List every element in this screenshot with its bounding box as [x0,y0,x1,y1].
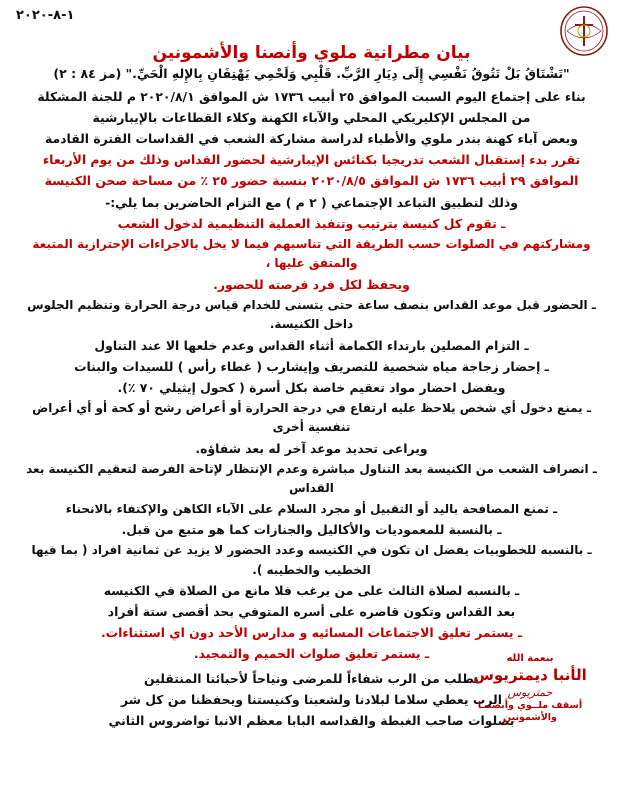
document-body [14,87,609,664]
body-line: ـ يمنع دخول أي شخص يلاحظ عليه ارتفاع في درجة الحرارة أو أعراض رشح أو كحة أو أي أعراض تنفسية أخرى [32,400,591,435]
closing-line: بصلوات صاحب الغبطة والقداسه البابا معظم الانبا تواضروس الثاني [108,712,515,728]
body-line: تقرر بدء إستقبال الشعب تدريجيا بكنائس الإيبارشية لحضور القداس وذلك من يوم الأربعاء [42,152,581,168]
body-line: ـ يستمر تعليق الاجتماعات المسائيه و مدارس الأحد دون اي استثناءات. [100,625,523,641]
body-line: ـ بالنسبه للخطوبيات يفضل ان تكون في الكنيسه وعدد الحضور لا يزيد عن ثمانية افراد ( بما فيها الخطيب والخطيبه ). [31,543,592,577]
page-title: بيان مطرانية ملوي وأنصنا والأشمونين [152,43,471,63]
signature-grace: بنعمة الله [506,653,554,665]
body-line: وذلك لتطبيق التباعد الإجتماعي ( ٢ م ) مع التزام الحاضرين بما يلي:- [105,194,518,210]
body-line: ـ تمنع المصافحة باليد أو التقبيل أو مجرد السلام على الآباء الكاهن والإكتفاء بالانحناء [65,501,558,516]
body-line: ويفضل احضار مواد تعقيم خاصة بكل أسرة ( كحول إيثيلي ٧٠ ٪). [117,379,506,395]
body-line: ـ التزام المصلين بارتداء الكمامة أثناء القداس وعدم خلعها الا عند التناول [94,337,529,353]
closing-line: نطلب من الرب شفاءاً للمرضى ونياحاً لأحبائنا المنتقلين [144,670,479,686]
body-line: من المجلس الإكليريكي المحلي والآباء الكهنة وكلاء القطاعات بالإيبارشية [92,110,531,126]
body-line: ـ بالنسبه لصلاة الثالث على من يرغب فلا مانع من الصلاة في الكنيسه [103,583,520,599]
body-line: ـ تقوم كل كنيسة بترتيب وتنفيذ العملية التنظيمية لدخول الشعب [117,215,506,231]
body-line: ـ بالنسبة للمعموديات والأكاليل والجنازات كما هو متبع من قبل. [121,522,502,538]
body-line: ـ الحضور قبل موعد القداس بنصف ساعة حتى يتسنى للخدام قياس درجة الحرارة وتنظيم الجلوس داخل الكنيسة. [27,297,596,332]
body-line: ـ يستمر تعليق صلوات الحميم والتمجيد. [193,646,430,662]
closing-line: الرب يعطي سلاما لبلادنا ولشعبنا وكنيستنا ويحفظنا من كل شر [121,691,502,707]
body-line: وبعض آباء كهنة بندر ملوي والأطباء لدراسة مشاركة الشعب في القداسات الفترة القادمة [45,131,578,147]
body-line: ومشاركتهم في الصلوات حسب الطريقة التي تناسبهم فيما لا يخل بالاجراءات الإحترازية المتبعة والمتفق عليها ، [32,236,591,271]
document-date: ١-٨-٢٠٢٠ [16,8,75,23]
body-line: بعد القداس وتكون قاصره على أسره المتوفي بحد أقصى ستة أفراد [107,604,516,620]
body-line: ويراعى تحديد موعد آخر له بعد شفاؤه. [195,440,428,456]
signature-handwriting: حمتريوس [507,685,553,699]
body-line: بناء على إجتماع اليوم السبت الموافق ٢٥ أبيب ١٧٣٦ ش الموافق ٢٠٢٠/٨/١ م للجنة المشكلة [37,89,586,105]
bishop-signature [455,653,605,724]
document-header [14,6,609,40]
body-line: ويحفظ لكل فرد فرصته للحضور. [213,276,410,292]
body-line: ـ إحضار زجاجة مياه شخصية للتصريف وإيشارب ( غطاء رأس ) للسيدات والبنات [74,358,549,374]
scripture-verse: "تَشْتَاقُ بَلْ تَتُوقُ نَفْسِي إِلَى دِيَارِ الرَّبِّ. قَلْبِي وَلَحْمِي يَهْتِفَانِ بِالإِلهِ الْحَيِّ." (مز ٨٤ : ٢) [53,66,570,82]
signature-name: الأنبا ديمتريوس [473,665,587,684]
body-line: الموافق ٢٩ أبيب ١٧٣٦ ش الموافق ٢٠٢٠/٨/٥ بنسبة حضور ٢٥ ٪ من مساحة صحن الكنيسة [44,173,579,189]
body-line: ـ انصراف الشعب من الكنيسة بعد التناول مباشرة وعدم الإنتظار لإتاحة الفرصة لتعقيم الكنيسة بعد القداس [26,461,597,496]
signature-see: أسقف ملــوي وأنصنــا والأشمونين [477,700,583,724]
diocese-logo-icon [559,6,609,56]
